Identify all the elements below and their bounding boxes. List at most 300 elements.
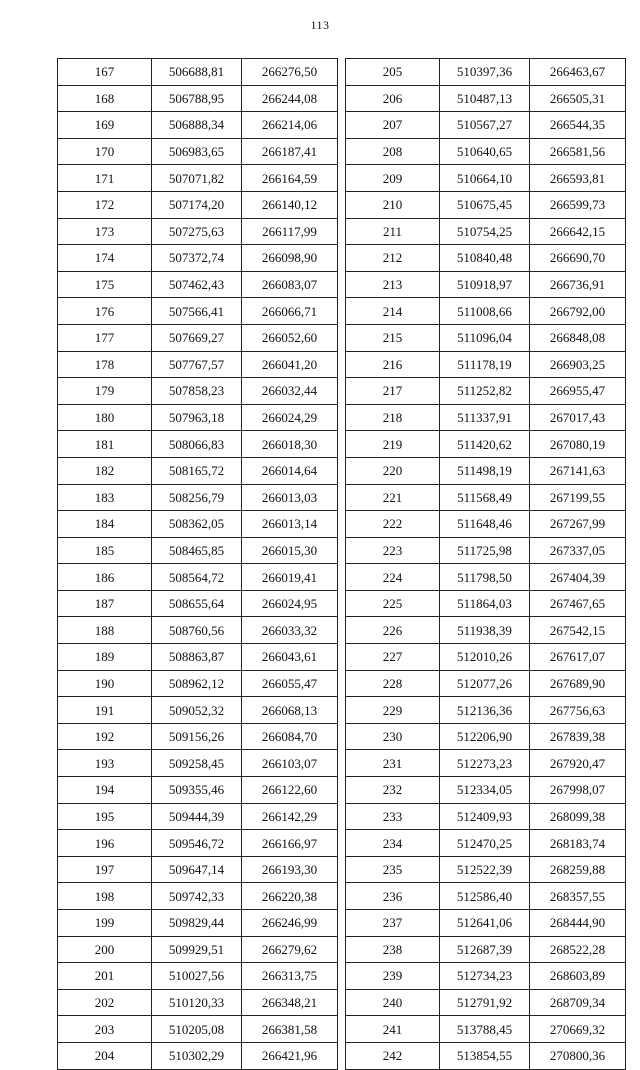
y-coordinate-cell: 266544,35 [530, 112, 626, 139]
table-row [346, 484, 626, 511]
table-row [58, 590, 338, 617]
table-row [346, 1016, 626, 1043]
table-row [58, 644, 338, 671]
point-number-cell: 212 [346, 245, 440, 272]
y-coordinate-cell: 266463,67 [530, 59, 626, 86]
x-coordinate-cell: 511337,91 [440, 404, 530, 431]
x-coordinate-cell: 510027,56 [152, 963, 242, 990]
x-coordinate-cell: 510675,45 [440, 191, 530, 218]
y-coordinate-cell: 267141,63 [530, 457, 626, 484]
point-number-cell: 241 [346, 1016, 440, 1043]
table-row [346, 431, 626, 458]
x-coordinate-cell: 512206,90 [440, 723, 530, 750]
table-row [346, 298, 626, 325]
table-row [346, 191, 626, 218]
y-coordinate-cell: 266140,12 [242, 191, 338, 218]
table-row [58, 777, 338, 804]
point-number-cell: 167 [58, 59, 152, 86]
y-coordinate-cell: 268522,28 [530, 936, 626, 963]
point-number-cell: 186 [58, 564, 152, 591]
table-row [346, 963, 626, 990]
x-coordinate-cell: 509829,44 [152, 910, 242, 937]
y-coordinate-cell: 266033,32 [242, 617, 338, 644]
y-coordinate-cell: 268444,90 [530, 910, 626, 937]
x-coordinate-cell: 506888,34 [152, 112, 242, 139]
x-coordinate-cell: 512641,06 [440, 910, 530, 937]
y-coordinate-cell: 270800,36 [530, 1042, 626, 1069]
table-row [58, 165, 338, 192]
table-body [58, 59, 338, 1070]
y-coordinate-cell: 266581,56 [530, 138, 626, 165]
x-coordinate-cell: 509355,46 [152, 777, 242, 804]
y-coordinate-cell: 266244,08 [242, 85, 338, 112]
y-coordinate-cell: 266015,30 [242, 537, 338, 564]
x-coordinate-cell: 511938,39 [440, 617, 530, 644]
x-coordinate-cell: 508362,05 [152, 511, 242, 538]
y-coordinate-cell: 266279,62 [242, 936, 338, 963]
point-number-cell: 229 [346, 697, 440, 724]
point-number-cell: 193 [58, 750, 152, 777]
point-number-cell: 202 [58, 989, 152, 1016]
y-coordinate-cell: 266013,14 [242, 511, 338, 538]
table-row [346, 271, 626, 298]
point-number-cell: 218 [346, 404, 440, 431]
table-row [346, 564, 626, 591]
point-number-cell: 195 [58, 803, 152, 830]
point-number-cell: 172 [58, 191, 152, 218]
table-row [58, 803, 338, 830]
table-row [346, 777, 626, 804]
x-coordinate-cell: 507462,43 [152, 271, 242, 298]
table-row [58, 457, 338, 484]
x-coordinate-cell: 510205,08 [152, 1016, 242, 1043]
point-number-cell: 168 [58, 85, 152, 112]
y-coordinate-cell: 266068,13 [242, 697, 338, 724]
y-coordinate-cell: 267839,38 [530, 723, 626, 750]
y-coordinate-cell: 266220,38 [242, 883, 338, 910]
table-row [58, 963, 338, 990]
table-row [58, 856, 338, 883]
x-coordinate-cell: 509929,51 [152, 936, 242, 963]
y-coordinate-cell: 267017,43 [530, 404, 626, 431]
y-coordinate-cell: 266642,15 [530, 218, 626, 245]
table-row [58, 883, 338, 910]
y-coordinate-cell: 266276,50 [242, 59, 338, 86]
x-coordinate-cell: 507767,57 [152, 351, 242, 378]
y-coordinate-cell: 270669,32 [530, 1016, 626, 1043]
x-coordinate-cell: 512791,92 [440, 989, 530, 1016]
x-coordinate-cell: 509742,33 [152, 883, 242, 910]
table-row [58, 218, 338, 245]
x-coordinate-cell: 507858,23 [152, 378, 242, 405]
table-row [58, 484, 338, 511]
y-coordinate-cell: 267920,47 [530, 750, 626, 777]
point-number-cell: 233 [346, 803, 440, 830]
table-row [58, 298, 338, 325]
point-number-cell: 234 [346, 830, 440, 857]
y-coordinate-cell: 266018,30 [242, 431, 338, 458]
y-coordinate-cell: 267542,15 [530, 617, 626, 644]
table-row [346, 457, 626, 484]
y-coordinate-cell: 266164,59 [242, 165, 338, 192]
point-number-cell: 216 [346, 351, 440, 378]
point-number-cell: 213 [346, 271, 440, 298]
table-row [346, 617, 626, 644]
table-row [58, 59, 338, 86]
x-coordinate-cell: 511008,66 [440, 298, 530, 325]
point-number-cell: 207 [346, 112, 440, 139]
y-coordinate-cell: 267689,90 [530, 670, 626, 697]
x-coordinate-cell: 511178,19 [440, 351, 530, 378]
table-row [58, 723, 338, 750]
y-coordinate-cell: 266313,75 [242, 963, 338, 990]
table-row [58, 670, 338, 697]
point-number-cell: 169 [58, 112, 152, 139]
y-coordinate-cell: 266214,06 [242, 112, 338, 139]
x-coordinate-cell: 511568,49 [440, 484, 530, 511]
y-coordinate-cell: 267404,39 [530, 564, 626, 591]
table-row [58, 830, 338, 857]
y-coordinate-cell: 267617,07 [530, 644, 626, 671]
point-number-cell: 182 [58, 457, 152, 484]
table-row [346, 883, 626, 910]
x-coordinate-cell: 510640,65 [440, 138, 530, 165]
table-row [58, 989, 338, 1016]
y-coordinate-cell: 266117,99 [242, 218, 338, 245]
page-number: 113 [310, 18, 330, 32]
point-number-cell: 189 [58, 644, 152, 671]
table-row [346, 910, 626, 937]
table-row [58, 191, 338, 218]
table-row [346, 404, 626, 431]
y-coordinate-cell: 266098,90 [242, 245, 338, 272]
x-coordinate-cell: 512010,26 [440, 644, 530, 671]
x-coordinate-cell: 511725,98 [440, 537, 530, 564]
y-coordinate-cell: 266084,70 [242, 723, 338, 750]
point-number-cell: 239 [346, 963, 440, 990]
point-number-cell: 215 [346, 324, 440, 351]
point-number-cell: 178 [58, 351, 152, 378]
y-coordinate-cell: 266066,71 [242, 298, 338, 325]
point-number-cell: 188 [58, 617, 152, 644]
point-number-cell: 223 [346, 537, 440, 564]
y-coordinate-cell: 266055,47 [242, 670, 338, 697]
y-coordinate-cell: 266193,30 [242, 856, 338, 883]
point-number-cell: 222 [346, 511, 440, 538]
point-number-cell: 217 [346, 378, 440, 405]
table-row [58, 910, 338, 937]
y-coordinate-cell: 267467,65 [530, 590, 626, 617]
table-row [58, 1042, 338, 1069]
point-number-cell: 177 [58, 324, 152, 351]
x-coordinate-cell: 508256,79 [152, 484, 242, 511]
y-coordinate-cell: 267756,63 [530, 697, 626, 724]
point-number-cell: 181 [58, 431, 152, 458]
point-number-cell: 198 [58, 883, 152, 910]
point-number-cell: 174 [58, 245, 152, 272]
x-coordinate-cell: 509258,45 [152, 750, 242, 777]
table-row [58, 351, 338, 378]
table-row [346, 218, 626, 245]
y-coordinate-cell: 266593,81 [530, 165, 626, 192]
x-coordinate-cell: 510487,13 [440, 85, 530, 112]
table-row [58, 564, 338, 591]
x-coordinate-cell: 508066,83 [152, 431, 242, 458]
point-number-cell: 211 [346, 218, 440, 245]
y-coordinate-cell: 268099,38 [530, 803, 626, 830]
x-coordinate-cell: 509052,32 [152, 697, 242, 724]
x-coordinate-cell: 507275,63 [152, 218, 242, 245]
x-coordinate-cell: 511096,04 [440, 324, 530, 351]
table-row [346, 165, 626, 192]
x-coordinate-cell: 510918,97 [440, 271, 530, 298]
table-row [346, 590, 626, 617]
point-number-cell: 185 [58, 537, 152, 564]
point-number-cell: 196 [58, 830, 152, 857]
y-coordinate-cell: 266122,60 [242, 777, 338, 804]
x-coordinate-cell: 511648,46 [440, 511, 530, 538]
x-coordinate-cell: 506788,95 [152, 85, 242, 112]
point-number-cell: 240 [346, 989, 440, 1016]
y-coordinate-cell: 266421,96 [242, 1042, 338, 1069]
x-coordinate-cell: 511420,62 [440, 431, 530, 458]
table-row [346, 750, 626, 777]
table-row [58, 617, 338, 644]
table-row [58, 537, 338, 564]
x-coordinate-cell: 507174,20 [152, 191, 242, 218]
point-number-cell: 170 [58, 138, 152, 165]
y-coordinate-cell: 266024,95 [242, 590, 338, 617]
point-number-cell: 183 [58, 484, 152, 511]
y-coordinate-cell: 266103,07 [242, 750, 338, 777]
x-coordinate-cell: 506983,65 [152, 138, 242, 165]
table-row [346, 138, 626, 165]
x-coordinate-cell: 508165,72 [152, 457, 242, 484]
x-coordinate-cell: 512334,05 [440, 777, 530, 804]
table-row [346, 59, 626, 86]
x-coordinate-cell: 512409,93 [440, 803, 530, 830]
y-coordinate-cell: 266041,20 [242, 351, 338, 378]
table-row [58, 936, 338, 963]
table-row [346, 324, 626, 351]
point-number-cell: 200 [58, 936, 152, 963]
point-number-cell: 224 [346, 564, 440, 591]
y-coordinate-cell: 266014,64 [242, 457, 338, 484]
point-number-cell: 204 [58, 1042, 152, 1069]
table-row [58, 378, 338, 405]
point-number-cell: 175 [58, 271, 152, 298]
y-coordinate-cell: 266792,00 [530, 298, 626, 325]
point-number-cell: 190 [58, 670, 152, 697]
x-coordinate-cell: 509156,26 [152, 723, 242, 750]
table-row [346, 351, 626, 378]
table-row [346, 644, 626, 671]
y-coordinate-cell: 267337,05 [530, 537, 626, 564]
x-coordinate-cell: 509444,39 [152, 803, 242, 830]
point-number-cell: 221 [346, 484, 440, 511]
y-coordinate-cell: 266043,61 [242, 644, 338, 671]
table-row [346, 537, 626, 564]
y-coordinate-cell: 266848,08 [530, 324, 626, 351]
y-coordinate-cell: 267998,07 [530, 777, 626, 804]
coordinates-table-right [345, 58, 626, 1070]
y-coordinate-cell: 266083,07 [242, 271, 338, 298]
y-coordinate-cell: 266166,97 [242, 830, 338, 857]
point-number-cell: 227 [346, 644, 440, 671]
table-row [346, 723, 626, 750]
point-number-cell: 209 [346, 165, 440, 192]
table-row [58, 511, 338, 538]
point-number-cell: 187 [58, 590, 152, 617]
table-row [58, 85, 338, 112]
y-coordinate-cell: 268357,55 [530, 883, 626, 910]
point-number-cell: 208 [346, 138, 440, 165]
y-coordinate-cell: 266052,60 [242, 324, 338, 351]
x-coordinate-cell: 507669,27 [152, 324, 242, 351]
x-coordinate-cell: 513788,45 [440, 1016, 530, 1043]
x-coordinate-cell: 507963,18 [152, 404, 242, 431]
table-row [346, 830, 626, 857]
y-coordinate-cell: 268259,88 [530, 856, 626, 883]
x-coordinate-cell: 512273,23 [440, 750, 530, 777]
x-coordinate-cell: 512586,40 [440, 883, 530, 910]
point-number-cell: 238 [346, 936, 440, 963]
x-coordinate-cell: 508564,72 [152, 564, 242, 591]
point-number-cell: 191 [58, 697, 152, 724]
x-coordinate-cell: 510120,33 [152, 989, 242, 1016]
table-row [58, 431, 338, 458]
point-number-cell: 192 [58, 723, 152, 750]
y-coordinate-cell: 266690,70 [530, 245, 626, 272]
point-number-cell: 236 [346, 883, 440, 910]
table-row [346, 670, 626, 697]
y-coordinate-cell: 266348,21 [242, 989, 338, 1016]
x-coordinate-cell: 510302,29 [152, 1042, 242, 1069]
point-number-cell: 225 [346, 590, 440, 617]
table-row [346, 936, 626, 963]
x-coordinate-cell: 512136,36 [440, 697, 530, 724]
point-number-cell: 171 [58, 165, 152, 192]
x-coordinate-cell: 510567,27 [440, 112, 530, 139]
point-number-cell: 230 [346, 723, 440, 750]
x-coordinate-cell: 507372,74 [152, 245, 242, 272]
table-row [346, 856, 626, 883]
y-coordinate-cell: 266505,31 [530, 85, 626, 112]
y-coordinate-cell: 266736,91 [530, 271, 626, 298]
x-coordinate-cell: 508760,56 [152, 617, 242, 644]
x-coordinate-cell: 511252,82 [440, 378, 530, 405]
y-coordinate-cell: 266013,03 [242, 484, 338, 511]
y-coordinate-cell: 268709,34 [530, 989, 626, 1016]
table-row [346, 511, 626, 538]
table-row [58, 750, 338, 777]
y-coordinate-cell: 266381,58 [242, 1016, 338, 1043]
y-coordinate-cell: 268603,89 [530, 963, 626, 990]
table-row [346, 112, 626, 139]
x-coordinate-cell: 511864,03 [440, 590, 530, 617]
point-number-cell: 232 [346, 777, 440, 804]
table-row [58, 271, 338, 298]
x-coordinate-cell: 511498,19 [440, 457, 530, 484]
y-coordinate-cell: 267199,55 [530, 484, 626, 511]
x-coordinate-cell: 508863,87 [152, 644, 242, 671]
point-number-cell: 194 [58, 777, 152, 804]
table-row [346, 1042, 626, 1069]
x-coordinate-cell: 508962,12 [152, 670, 242, 697]
x-coordinate-cell: 512470,25 [440, 830, 530, 857]
table-row [58, 112, 338, 139]
x-coordinate-cell: 510840,48 [440, 245, 530, 272]
x-coordinate-cell: 508655,64 [152, 590, 242, 617]
table-row [58, 404, 338, 431]
x-coordinate-cell: 512687,39 [440, 936, 530, 963]
point-number-cell: 220 [346, 457, 440, 484]
table-body [346, 59, 626, 1070]
table-row [58, 245, 338, 272]
point-number-cell: 179 [58, 378, 152, 405]
point-number-cell: 173 [58, 218, 152, 245]
y-coordinate-cell: 266024,29 [242, 404, 338, 431]
y-coordinate-cell: 266187,41 [242, 138, 338, 165]
point-number-cell: 226 [346, 617, 440, 644]
table-row [346, 85, 626, 112]
x-coordinate-cell: 512734,23 [440, 963, 530, 990]
point-number-cell: 214 [346, 298, 440, 325]
x-coordinate-cell: 509647,14 [152, 856, 242, 883]
x-coordinate-cell: 507071,82 [152, 165, 242, 192]
x-coordinate-cell: 510664,10 [440, 165, 530, 192]
table-row [58, 1016, 338, 1043]
point-number-cell: 219 [346, 431, 440, 458]
point-number-cell: 197 [58, 856, 152, 883]
point-number-cell: 180 [58, 404, 152, 431]
y-coordinate-cell: 266903,25 [530, 351, 626, 378]
point-number-cell: 199 [58, 910, 152, 937]
x-coordinate-cell: 506688,81 [152, 59, 242, 86]
y-coordinate-cell: 266246,99 [242, 910, 338, 937]
point-number-cell: 237 [346, 910, 440, 937]
point-number-cell: 176 [58, 298, 152, 325]
point-number-cell: 242 [346, 1042, 440, 1069]
y-coordinate-cell: 266599,73 [530, 191, 626, 218]
table-row [58, 324, 338, 351]
point-number-cell: 206 [346, 85, 440, 112]
y-coordinate-cell: 268183,74 [530, 830, 626, 857]
table-row [346, 697, 626, 724]
y-coordinate-cell: 266955,47 [530, 378, 626, 405]
y-coordinate-cell: 266019,41 [242, 564, 338, 591]
table-row [346, 245, 626, 272]
x-coordinate-cell: 509546,72 [152, 830, 242, 857]
y-coordinate-cell: 266142,29 [242, 803, 338, 830]
table-row [58, 138, 338, 165]
coordinates-table-left [57, 58, 338, 1070]
table-row [346, 803, 626, 830]
x-coordinate-cell: 510397,36 [440, 59, 530, 86]
point-number-cell: 205 [346, 59, 440, 86]
x-coordinate-cell: 512077,26 [440, 670, 530, 697]
table-row [346, 989, 626, 1016]
point-number-cell: 231 [346, 750, 440, 777]
point-number-cell: 228 [346, 670, 440, 697]
point-number-cell: 203 [58, 1016, 152, 1043]
point-number-cell: 210 [346, 191, 440, 218]
table-row [346, 378, 626, 405]
point-number-cell: 201 [58, 963, 152, 990]
y-coordinate-cell: 266032,44 [242, 378, 338, 405]
x-coordinate-cell: 510754,25 [440, 218, 530, 245]
x-coordinate-cell: 513854,55 [440, 1042, 530, 1069]
